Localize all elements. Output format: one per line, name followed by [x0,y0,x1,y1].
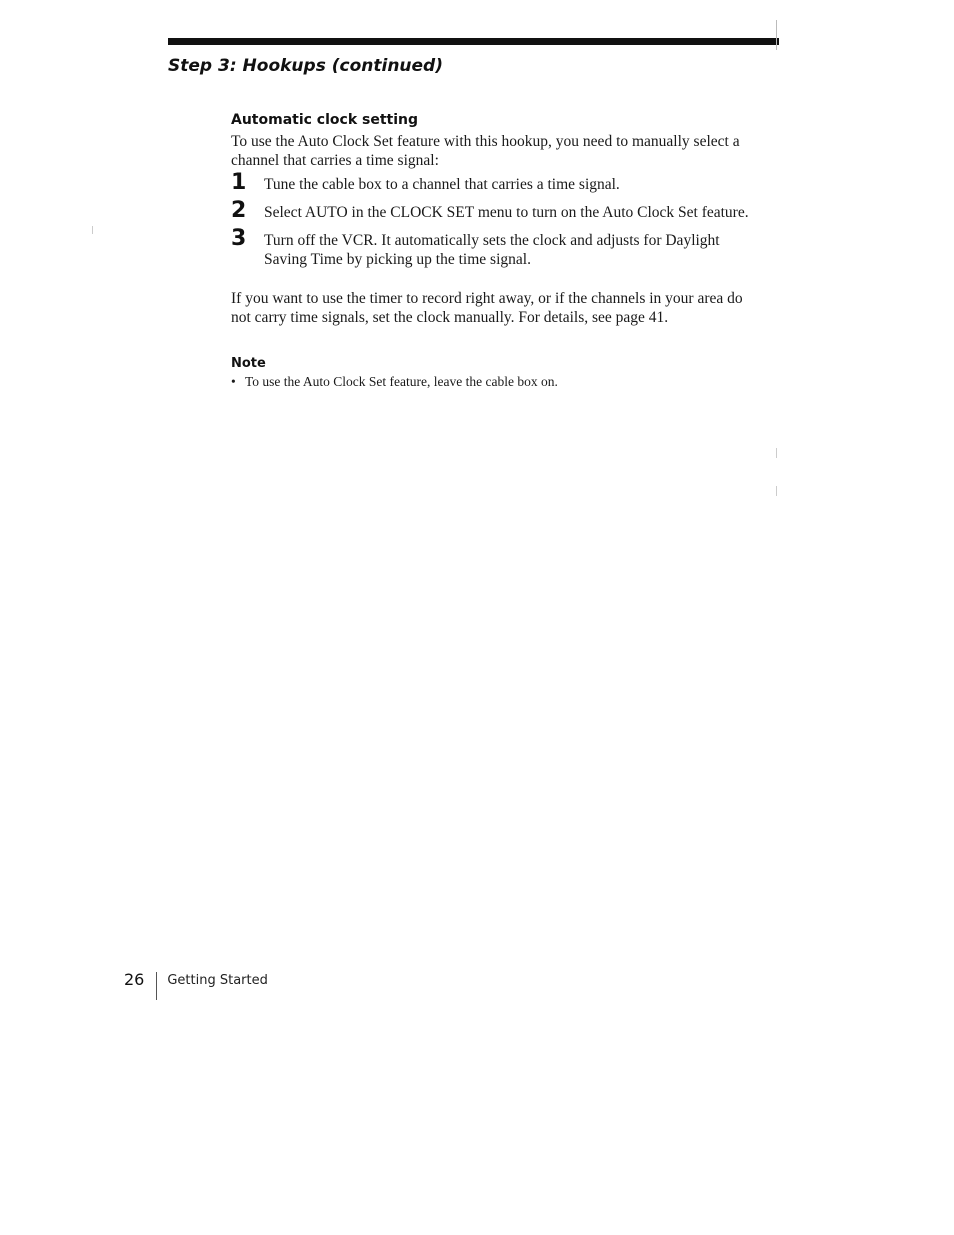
footer-section-name: Getting Started [167,973,268,988]
page-number: 26 [124,970,145,989]
step-item-1 [231,172,761,194]
step-number: 1 [231,170,247,195]
note-text: To use the Auto Clock Set feature, leave the cable box on. [245,374,558,389]
footer-divider [156,972,157,1000]
header-rule [168,38,779,45]
intro-paragraph: To use the Auto Clock Set feature with this hookup, you need to manually select a channel that carries a time signal: [231,133,740,169]
section-title: Step 3: Hookups (continued) [168,56,443,76]
step-text: Select AUTO in the CLOCK SET menu to turn on the Auto Clock Set feature. [264,204,749,221]
step-text: Tune the cable box to a channel that carries a time signal. [264,176,620,193]
scan-speck [776,448,777,458]
step-number: 3 [231,226,247,251]
step-number: 2 [231,198,247,223]
page-footer [124,970,268,1000]
step-item-3 [231,228,761,269]
manual-clock-paragraph: If you want to use the timer to record right away, or if the channels in your area do not carry time signals, set the clock manually. For details, see page 41. [231,290,743,326]
note-heading: Note [231,356,266,371]
scan-speck [776,486,777,496]
steps-list [231,172,761,275]
bullet-icon: • [231,374,236,389]
note-item [231,373,558,390]
scan-speck [92,226,93,234]
header-rule-tick [776,20,777,50]
subheading-automatic-clock-setting: Automatic clock setting [231,112,419,128]
step-text: Turn off the VCR. It automatically sets the clock and adjusts for Daylight Saving Time by picking up the time signal. [264,232,720,268]
step-item-2 [231,200,761,222]
